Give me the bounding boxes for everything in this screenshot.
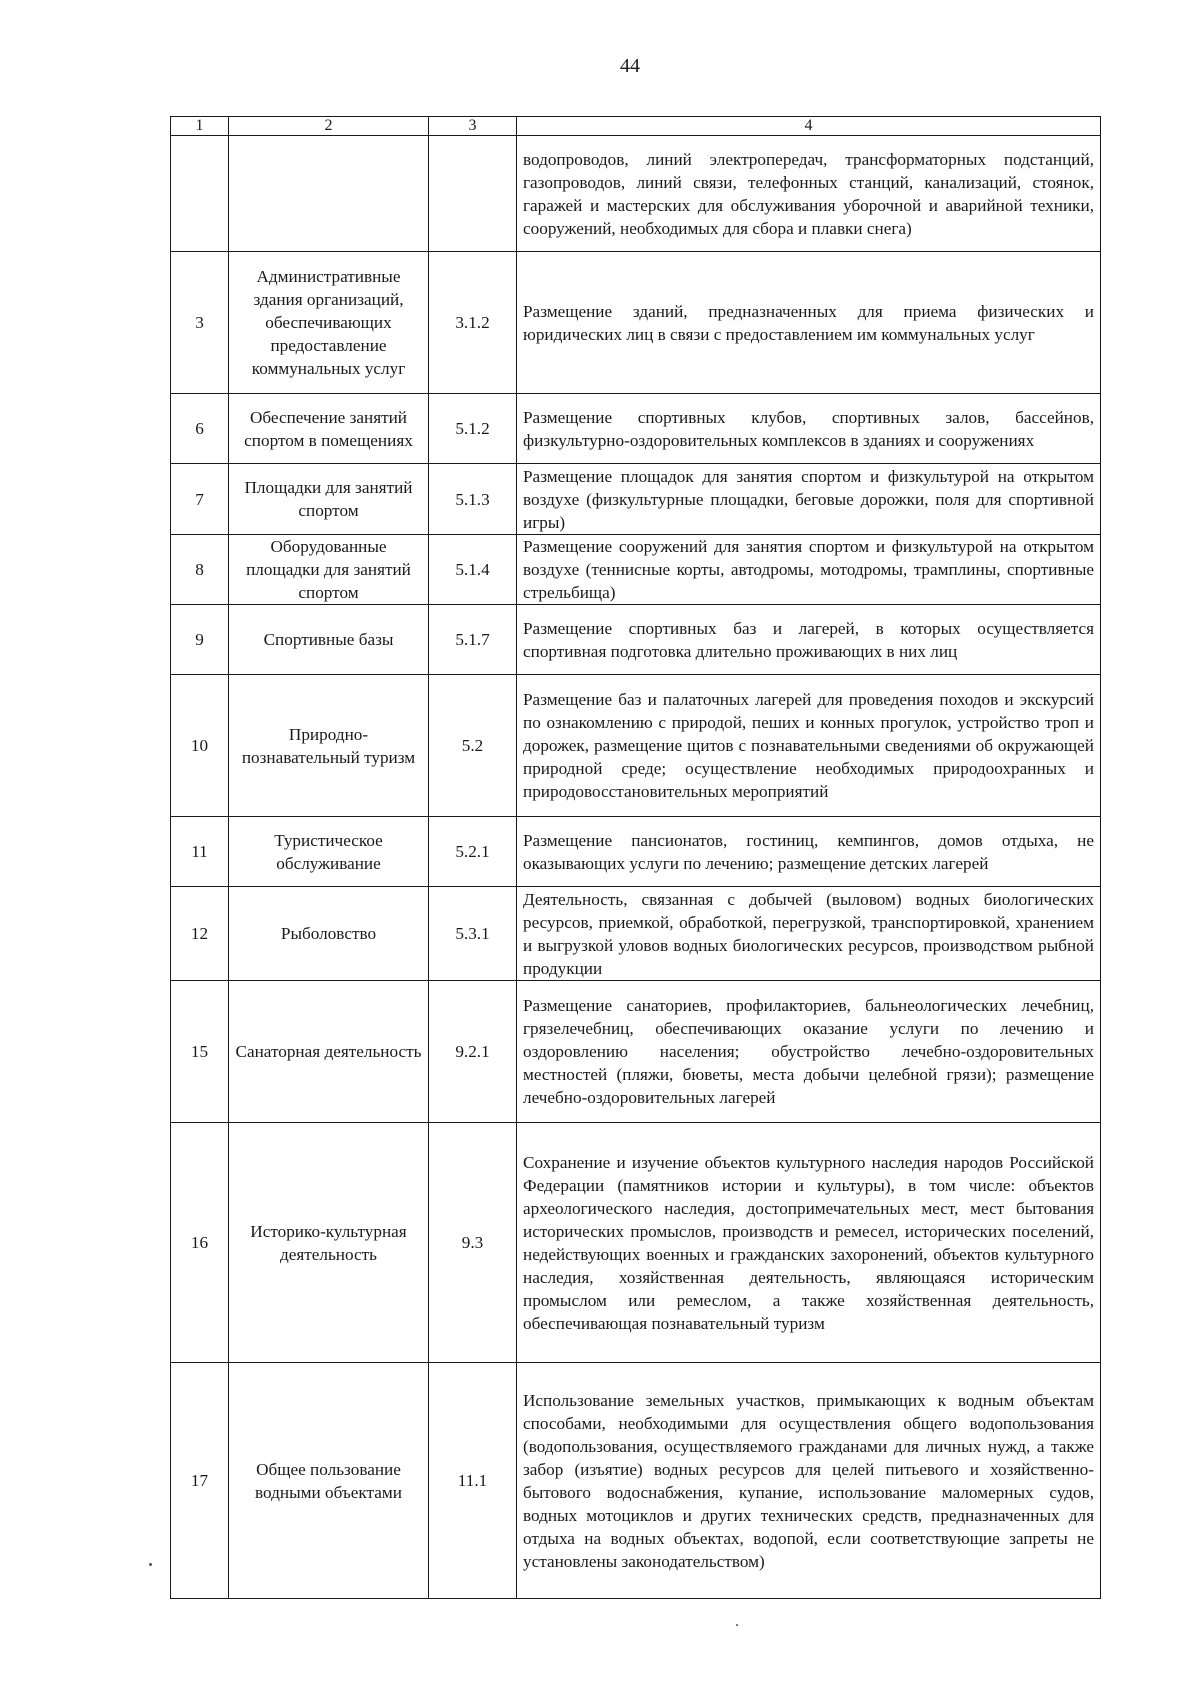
- use-code: 5.2.1: [429, 817, 517, 887]
- table-row: [171, 1363, 1101, 1599]
- use-code: 3.1.2: [429, 252, 517, 394]
- use-description: Размещение санаториев, профилакториев, бальнеологических лечебниц, грязелечебниц, обеспечивающих оказание услуги по лечению и оздоровлению населения; обустройство лечебно-оздоровительных местностей (пляжи, бюветы, места добычи целебной грязи); размещение лечебно-оздоровительных лагерей: [517, 981, 1101, 1123]
- use-name: Туристическое обслуживание: [229, 817, 429, 887]
- page-number: 44: [620, 55, 640, 77]
- use-description: Размещение площадок для занятия спортом и физкультурой на открытом воздухе (физкультурные площадки, беговые дорожки, поля для спортивной игры): [517, 464, 1101, 535]
- row-number: 16: [171, 1123, 229, 1363]
- column-header-2: 2: [229, 117, 429, 136]
- table-row: [171, 136, 1101, 252]
- table-row: [171, 817, 1101, 887]
- column-header-4: 4: [517, 117, 1101, 136]
- use-code: 9.3: [429, 1123, 517, 1363]
- row-number: 8: [171, 535, 229, 605]
- use-description: Размещение спортивных клубов, спортивных залов, бассейнов, физкультурно-оздоровительных комплексов в зданиях и сооружениях: [517, 394, 1101, 464]
- table-row: [171, 675, 1101, 817]
- use-code: 5.2: [429, 675, 517, 817]
- row-number: 17: [171, 1363, 229, 1599]
- use-code: 9.2.1: [429, 981, 517, 1123]
- use-description: Размещение пансионатов, гостиниц, кемпингов, домов отдыха, не оказывающих услуги по лечению; размещение детских лагерей: [517, 817, 1101, 887]
- row-number: 15: [171, 981, 229, 1123]
- table-row: [171, 394, 1101, 464]
- column-header-1: 1: [171, 117, 229, 136]
- table-header-row: [171, 117, 1101, 136]
- row-number: 7: [171, 464, 229, 535]
- use-code: 5.1.4: [429, 535, 517, 605]
- table-row: [171, 605, 1101, 675]
- use-description: Размещение баз и палаточных лагерей для проведения походов и экскурсий по ознакомлению с природой, пеших и конных прогулок, устройство троп и дорожек, размещение щитов с познавательными сведениями об окружающей природной среде; осуществление необходимых природоохранных и природовосстановительных мероприятий: [517, 675, 1101, 817]
- row-number: 6: [171, 394, 229, 464]
- use-code: [429, 136, 517, 252]
- use-name: Природно-познавательный туризм: [229, 675, 429, 817]
- table-row: [171, 252, 1101, 394]
- table-row: [171, 535, 1101, 605]
- use-description: Использование земельных участков, примыкающих к водным объектам способами, необходимыми для осуществления общего водопользования (водопользования, осуществляемого гражданами для личных нужд, а также забор (изъятие) водных ресурсов для целей питьевого и хозяйственно-бытового водоснабжения, купание, использование маломерных судов, водных мотоциклов и других технических средств, предназначенных для отдыха на водных объектах, водопой, если соответствующие запреты не установлены законодательством): [517, 1363, 1101, 1599]
- use-code: 5.1.7: [429, 605, 517, 675]
- table-row: [171, 981, 1101, 1123]
- row-number: 12: [171, 887, 229, 981]
- use-name: Административные здания организаций, обеспечивающих предоставление коммунальных услуг: [229, 252, 429, 394]
- row-number: 10: [171, 675, 229, 817]
- use-description: Сохранение и изучение объектов культурного наследия народов Российской Федерации (памятников истории и культуры), в том числе: объектов археологического наследия, достопримечательных мест, мест бытования исторических промыслов, производств и ремесел, исторических поселений, недействующих военных и гражданских захоронений, объектов культурного наследия, хозяйственная деятельность, являющаяся историческим промыслом или ремеслом, а также хозяйственная деятельность, обеспечивающая познавательный туризм: [517, 1123, 1101, 1363]
- use-description: Размещение спортивных баз и лагерей, в которых осуществляется спортивная подготовка длительно проживающих в них лиц: [517, 605, 1101, 675]
- use-name: Спортивные базы: [229, 605, 429, 675]
- column-header-3: 3: [429, 117, 517, 136]
- use-code: 11.1: [429, 1363, 517, 1599]
- land-use-table: [170, 116, 1101, 1599]
- use-name: Общее пользование водными объектами: [229, 1363, 429, 1599]
- scan-speck: [736, 1624, 738, 1626]
- row-number: 3: [171, 252, 229, 394]
- table-row: [171, 464, 1101, 535]
- use-name: Оборудованные площадки для занятий спортом: [229, 535, 429, 605]
- use-description: водопроводов, линий электропередач, трансформаторных подстанций, газопроводов, линий связи, телефонных станций, канализаций, стоянок, гаражей и мастерских для обслуживания уборочной и аварийной техники, сооружений, необходимых для сбора и плавки снега): [517, 136, 1101, 252]
- table-row: [171, 1123, 1101, 1363]
- use-name: Площадки для занятий спортом: [229, 464, 429, 535]
- use-name: [229, 136, 429, 252]
- use-name: Санаторная деятельность: [229, 981, 429, 1123]
- scan-speck: [149, 1563, 152, 1566]
- row-number: 9: [171, 605, 229, 675]
- row-number: 11: [171, 817, 229, 887]
- use-name: Рыболовство: [229, 887, 429, 981]
- use-code: 5.1.3: [429, 464, 517, 535]
- use-description: Размещение зданий, предназначенных для приема физических и юридических лиц в связи с предоставлением им коммунальных услуг: [517, 252, 1101, 394]
- use-description: Размещение сооружений для занятия спортом и физкультурой на открытом воздухе (теннисные корты, автодромы, мотодромы, трамплины, спортивные стрельбища): [517, 535, 1101, 605]
- use-description: Деятельность, связанная с добычей (выловом) водных биологических ресурсов, приемкой, обработкой, перегрузкой, транспортировкой, хранением и выгрузкой уловов водных биологических ресурсов, производством рыбной продукции: [517, 887, 1101, 981]
- use-name: Историко-культурная деятельность: [229, 1123, 429, 1363]
- table-row: [171, 887, 1101, 981]
- row-number: [171, 136, 229, 252]
- use-name: Обеспечение занятий спортом в помещениях: [229, 394, 429, 464]
- use-code: 5.3.1: [429, 887, 517, 981]
- use-code: 5.1.2: [429, 394, 517, 464]
